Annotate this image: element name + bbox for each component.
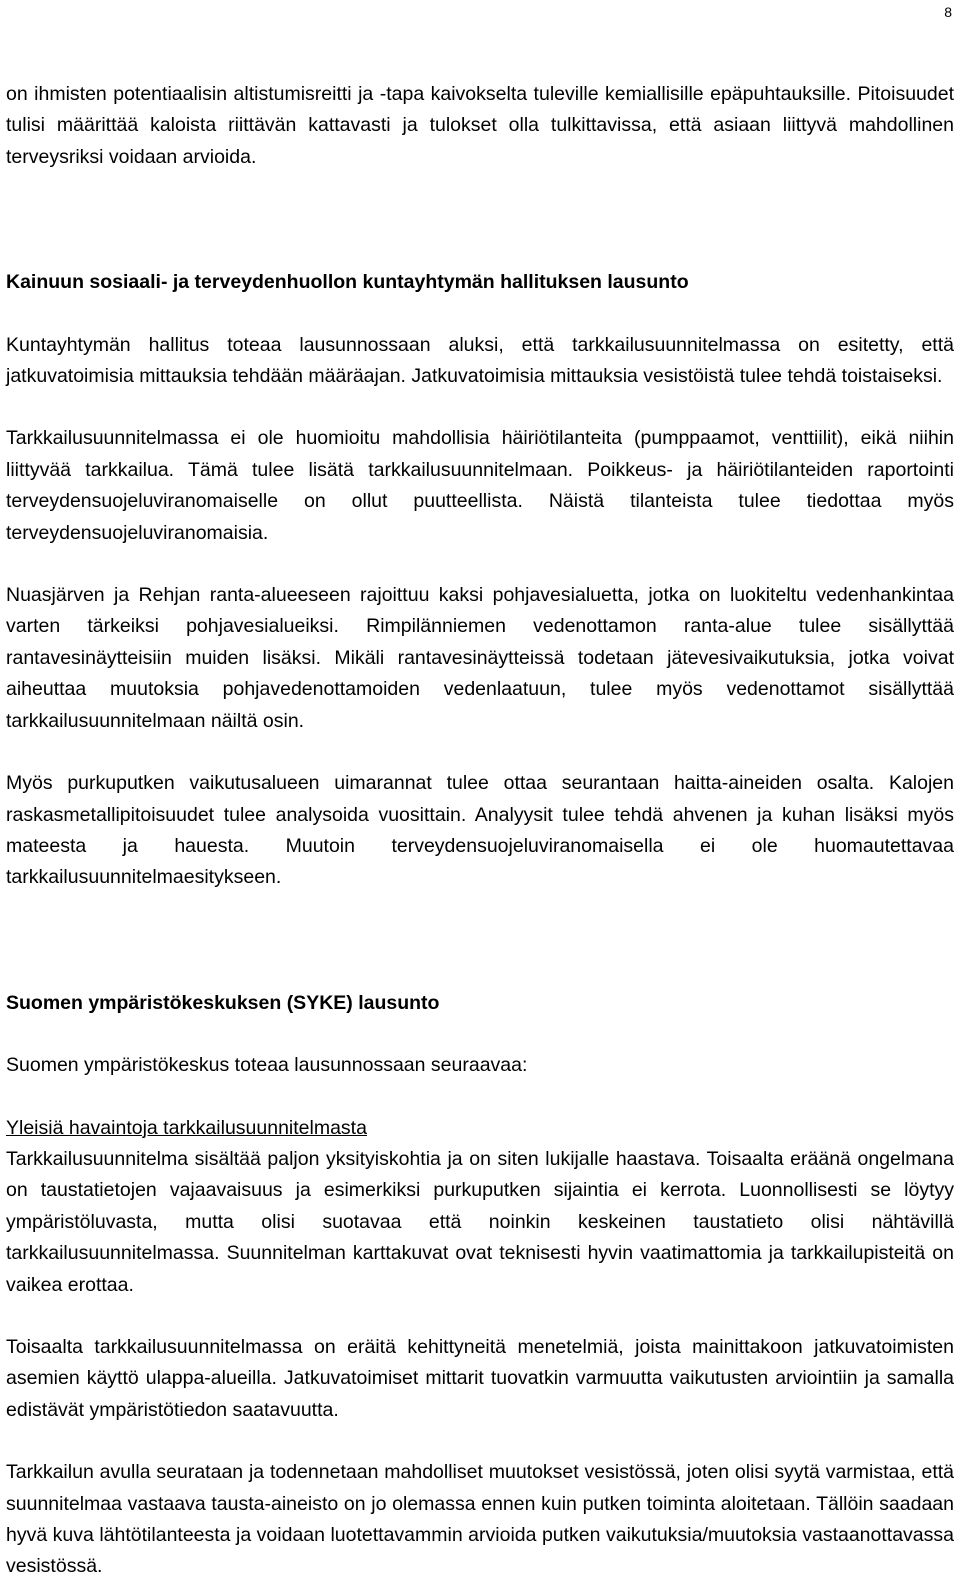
kainuu-paragraph-4: Myös purkuputken vaikutusalueen uimarannat tulee ottaa seurantaan haitta-aineiden osalta. Kalojen raskasmetallipitoisuudet tulee analysoida vuosittain. Analyysit tulee tehdä ahvenen ja kuhan lisäksi myös mateesta ja hauesta. Muutoin terveydensuojeluviranomaisella ei ole huomautettavaa tarkkailusuunnitelmaesitykseen. <box>6 772 954 889</box>
page-content <box>6 79 954 1583</box>
kainuu-paragraph-2: Tarkkailusuunnitelmassa ei ole huomioitu mahdollisia häiriötilanteita (pumppaamot, venttiilit), eikä niihin liittyvää tarkkailua. Tämä tulee lisätä tarkkailusuunnitelmaan. Poikkeus- ja häiriötilanteiden raportointi terveydensuojeluviranomaiselle on ollut puutteellista. Näistä tilanteista tulee tiedottaa myös terveydensuojeluviranomaisia. <box>6 427 954 544</box>
kainuu-paragraph-3: Nuasjärven ja Rehjan ranta-alueeseen rajoittuu kaksi pohjavesialuetta, jotka on luokiteltu vedenhankintaa varten tärkeiksi pohjavesialueiksi. Rimpilänniemen vedenottamon ranta-alue tulee sisällyttää rantavesinäytteisiin muiden lisäksi. Mikäli rantavesinäytteissä todetaan jätevesivaikutuksia, jotka voivat aiheuttaa muutoksia pohjavedenottamoiden vedenlaatuun, tulee myös vedenottamot sisällyttää tarkkailusuunnitelmaan näiltä osin. <box>6 584 954 732</box>
kainuu-paragraph-1: Kuntayhtymän hallitus toteaa lausunnossaan aluksi, että tarkkailusuunnitelmassa on esitetty, että jatkuvatoimisia mittauksia tehdään määräajan. Jatkuvatoimisia mittauksia vesistöistä tulee tehdä toistaiseksi. <box>6 333 954 388</box>
page-number: 8 <box>944 4 952 20</box>
syke-intro: Suomen ympäristökeskus toteaa lausunnossaan seuraavaa: <box>6 1054 528 1077</box>
syke-paragraph-3: Tarkkailun avulla seurataan ja todennetaan mahdolliset muutokset vesistössä, joten olisi syytä varmistaa, että suunnitelmaa vastaava tausta-aineisto on jo olemassa ennen kuin putken toiminta aloitetaan. Tällöin saadaan hyvä kuva lähtötilanteesta ja voidaan luotettavammin arvioida putken vaikutuksia/muutoksia vastaanottavassa vesistössä. <box>6 1461 954 1578</box>
syke-heading: Suomen ympäristökeskuksen (SYKE) lausunto <box>6 991 440 1014</box>
syke-paragraph-2: Toisaalta tarkkailusuunnitelmassa on eräitä kehittyneitä menetelmiä, joista mainittakoon jatkuvatoimisten asemien käyttö ulappa-alueilla. Jatkuvatoimiset mittarit tuovatkin varmuutta vaikutusten arviointiin ja samalla edistävät ympäristötiedon saatavuutta. <box>6 1335 954 1421</box>
intro-paragraph: on ihmisten potentiaalisin altistumisreitti ja -tapa kaivokselta tuleville kemiallisille epäpuhtauksille. Pitoisuudet tulisi määrittää kaloista riittävän kattavasti ja tulokset olla tulkittavissa, että asiaan liittyvä mahdollinen terveysriksi voidaan arvioida. <box>6 83 954 168</box>
syke-paragraph-1: Tarkkailusuunnitelma sisältää paljon yksityiskohtia ja on siten lukijalle haastava. Toisaalta eräänä ongelmana on taustatietojen vajaavaisuus ja esimerkiksi purkuputken sijaintia ei kerrota. Luonnollisesti se löytyy ympäristöluvasta, mutta olisi suotavaa että noinkin keskeinen taustatieto olisi nähtävillä tarkkailusuunnitelmassa. Suunnitelman karttakuvat ovat teknisesti hyvin vaatimattomia ja tarkkailupisteitä on vaikea erottaa. <box>6 1147 954 1296</box>
syke-subheading: Yleisiä havaintoja tarkkailusuunnitelmasta <box>6 1116 367 1139</box>
kainuu-heading: Kainuun sosiaali- ja terveydenhuollon kuntayhtymän hallituksen lausunto <box>6 271 689 294</box>
